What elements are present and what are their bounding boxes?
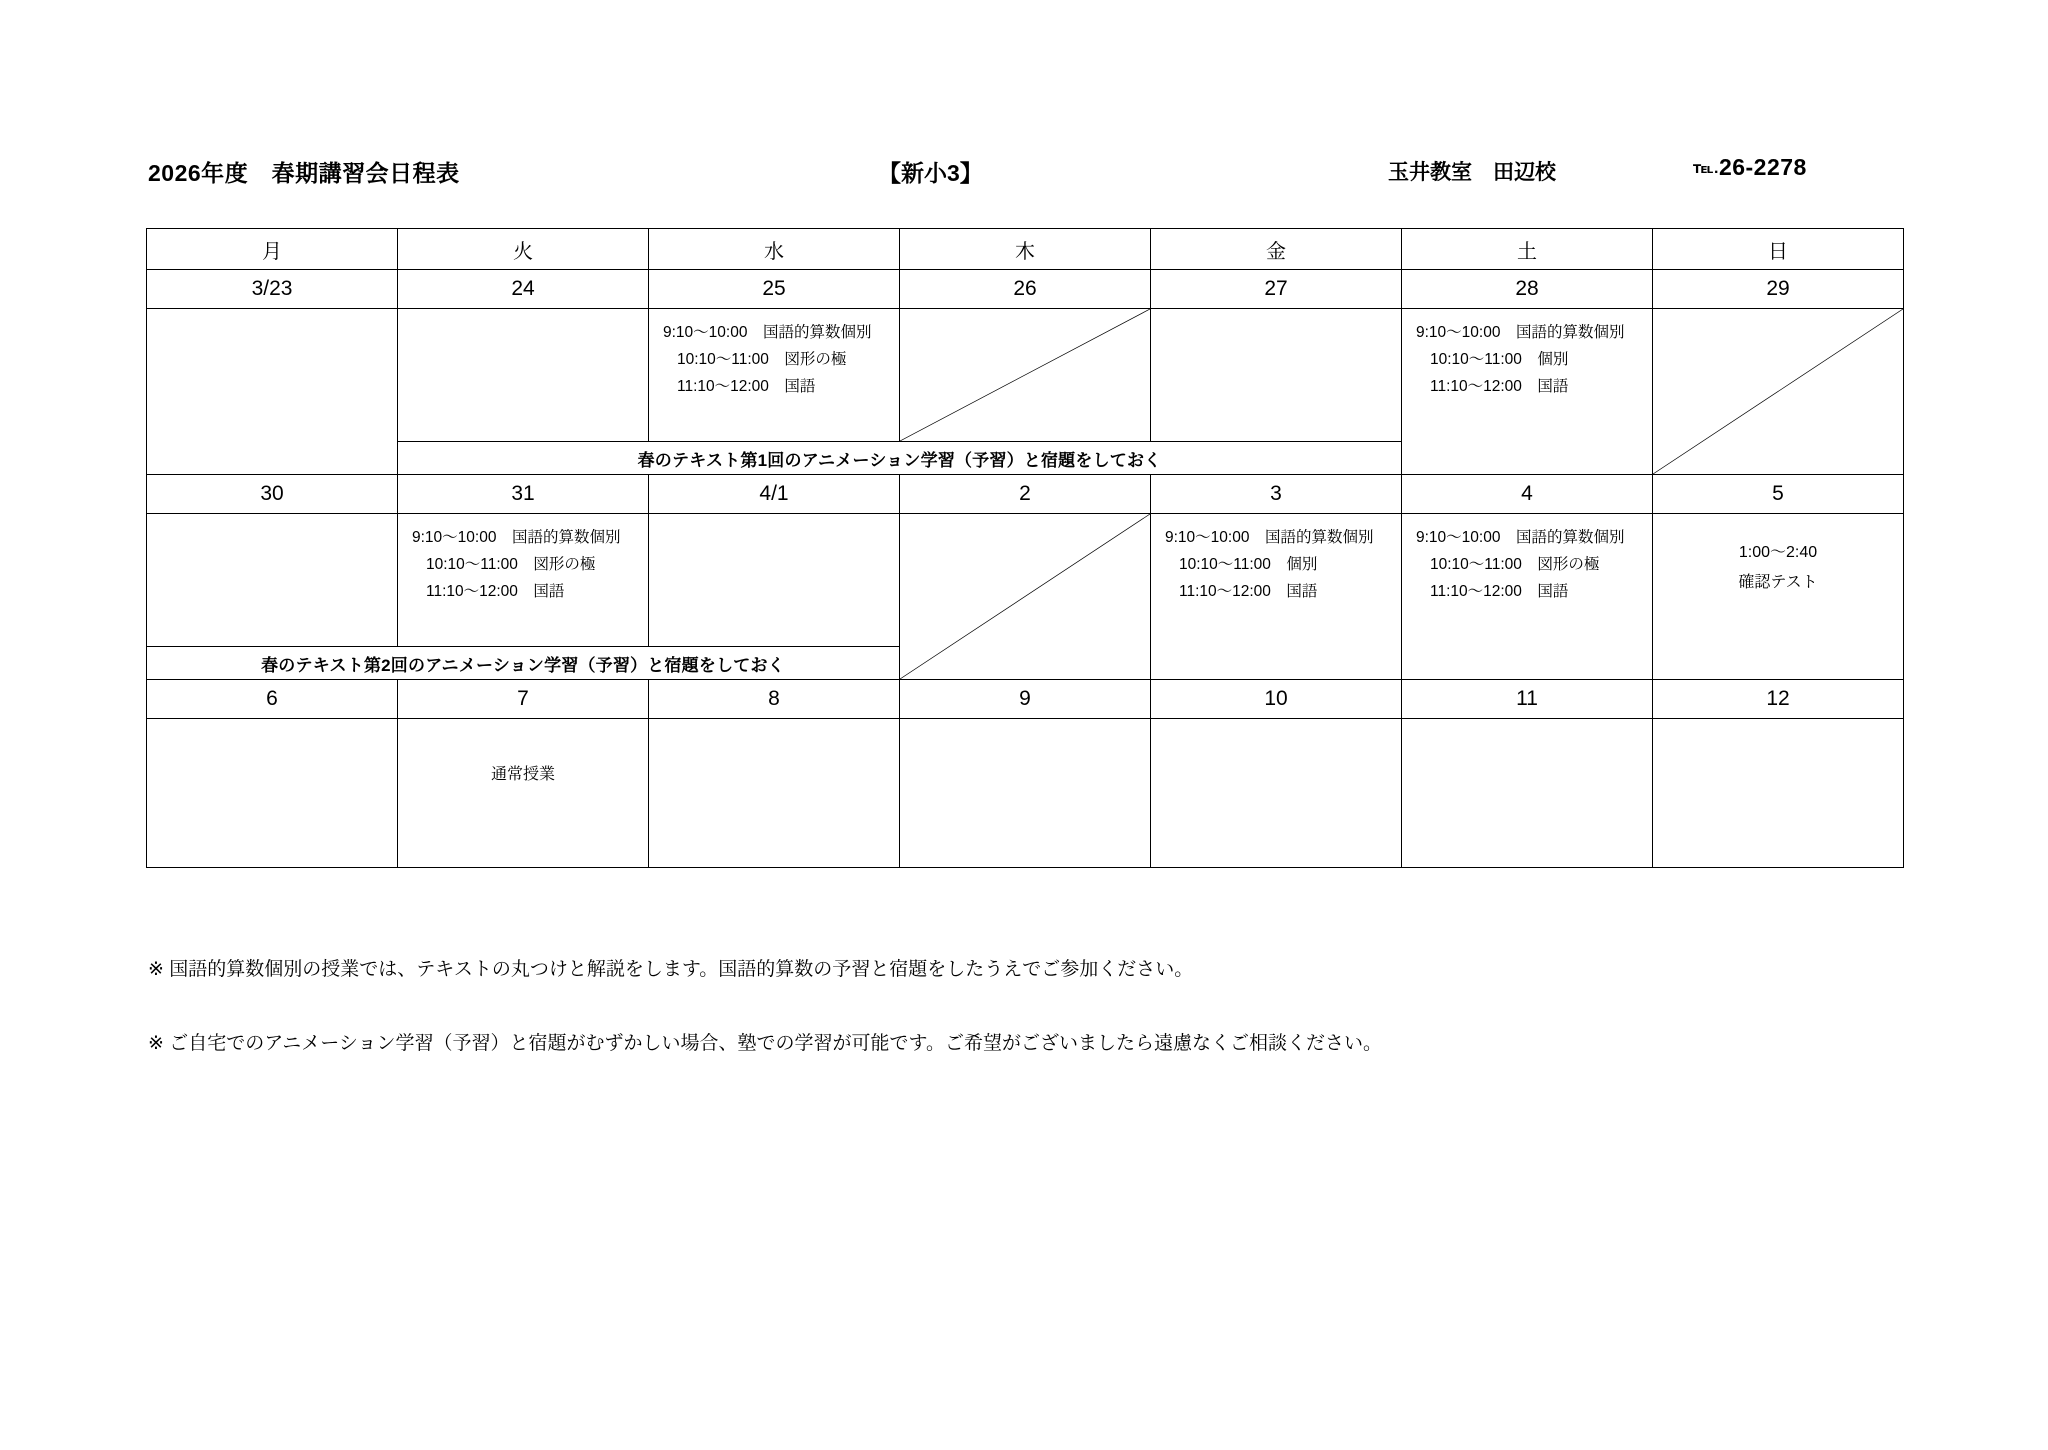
lesson-line: 10:10～11:00 図形の極 xyxy=(677,351,847,369)
table-row-content-week3 xyxy=(147,719,1904,868)
schedule-cell-wed-25 xyxy=(649,309,900,442)
schedule-cell-fri-10 xyxy=(1151,719,1402,868)
weekday-header: 水 xyxy=(649,229,900,270)
date-cell: 24 xyxy=(398,270,649,309)
lesson-line: 11:10～12:00 国語 xyxy=(677,378,816,396)
table-row-dates-week2 xyxy=(147,475,1904,514)
lesson-line: 10:10～11:00 個別 xyxy=(1430,351,1569,369)
lesson-line: 9:10～10:00 国語的算数個別 xyxy=(663,324,872,341)
weekday-header: 土 xyxy=(1402,229,1653,270)
table-row-weekdays xyxy=(147,229,1904,270)
date-cell: 25 xyxy=(649,270,900,309)
date-cell: 29 xyxy=(1653,270,1904,309)
date-cell: 10 xyxy=(1151,680,1402,719)
weekday-header: 火 xyxy=(398,229,649,270)
lesson-line: 11:10～12:00 国語 xyxy=(1179,583,1318,601)
schedule-cell-sat-11 xyxy=(1402,719,1653,868)
schedule-cell-thu-26 xyxy=(900,309,1151,442)
table-row-content-week1 xyxy=(147,309,1904,442)
branch-name: 玉井教室 田辺校 xyxy=(1388,161,1556,184)
lesson-line: 10:10～11:00 個別 xyxy=(1179,556,1318,574)
weekday-header: 月 xyxy=(147,229,398,270)
date-cell: 26 xyxy=(900,270,1151,309)
schedule-cell-fri-03 xyxy=(1151,514,1402,680)
weekday-header: 木 xyxy=(900,229,1151,270)
homework-band: 春のテキスト第1回のアニメーション学習（予習）と宿題をしておく xyxy=(398,442,1402,475)
no-class-slash-icon xyxy=(1653,309,1903,474)
lesson-list xyxy=(398,514,648,605)
date-cell: 2 xyxy=(900,475,1151,514)
footnote-item: ※ ご自宅でのアニメーション学習（予習）と宿題がむずかしい場合、塾での学習が可能です。ご希望がございましたら遠慮なくご相談ください。 xyxy=(148,1033,1382,1055)
schedule-cell-mon-06 xyxy=(147,719,398,868)
telephone-digits: 26-2278 xyxy=(1718,154,1807,180)
table-row-dates-week3 xyxy=(147,680,1904,719)
lesson-list xyxy=(1151,514,1401,605)
lesson-list xyxy=(649,309,899,400)
lesson-line: 9:10～10:00 国語的算数個別 xyxy=(1416,324,1625,341)
lesson-line: 10:10～11:00 図形の極 xyxy=(1430,556,1600,574)
date-cell: 4/1 xyxy=(649,475,900,514)
table-row-dates-week1 xyxy=(147,270,1904,309)
schedule-cell-mon-0323 xyxy=(147,309,398,475)
lesson-line: 11:10～12:00 国語 xyxy=(1430,583,1569,601)
schedule-cell-sat-04 xyxy=(1402,514,1653,680)
lesson-line: 9:10～10:00 国語的算数個別 xyxy=(412,529,621,546)
schedule-cell-mon-30 xyxy=(147,514,398,647)
date-cell: 28 xyxy=(1402,270,1653,309)
schedule-cell-wed-08 xyxy=(649,719,900,868)
date-cell: 11 xyxy=(1402,680,1653,719)
date-cell: 12 xyxy=(1653,680,1904,719)
date-cell: 9 xyxy=(900,680,1151,719)
weekday-header: 日 xyxy=(1653,229,1904,270)
schedule-cell-sun-29 xyxy=(1653,309,1904,475)
schedule-cell-sat-28 xyxy=(1402,309,1653,475)
date-cell: 5 xyxy=(1653,475,1904,514)
schedule-cell-tue-07 xyxy=(398,719,649,868)
no-class-slash-icon xyxy=(900,309,1150,441)
schedule-cell-sun-05 xyxy=(1653,514,1904,680)
homework-band: 春のテキスト第2回のアニメーション学習（予習）と宿題をしておく xyxy=(147,647,900,680)
footnotes xyxy=(148,955,1848,1104)
date-cell: 3 xyxy=(1151,475,1402,514)
lesson-line: 11:10～12:00 国語 xyxy=(426,583,565,601)
date-cell: 31 xyxy=(398,475,649,514)
test-time: 1:00～2:40 xyxy=(1738,544,1818,561)
test-name: 確認テスト xyxy=(1738,574,1818,592)
grade-label: 【新小3】 xyxy=(878,160,983,186)
date-cell: 27 xyxy=(1151,270,1402,309)
schedule-cell-wed-0401 xyxy=(649,514,900,647)
page-title: 2026年度 春期講習会日程表 xyxy=(148,160,460,186)
telephone-number xyxy=(1693,154,1807,181)
date-cell: 7 xyxy=(398,680,649,719)
lesson-list xyxy=(1402,514,1652,605)
schedule-table xyxy=(146,228,1904,868)
schedule-cell-fri-27 xyxy=(1151,309,1402,442)
document-header xyxy=(148,155,1908,189)
telephone-icon: ℡. xyxy=(1693,160,1719,177)
schedule-cell-tue-24 xyxy=(398,309,649,442)
lesson-list xyxy=(1402,309,1652,400)
lesson-line: 9:10～10:00 国語的算数個別 xyxy=(1165,529,1374,546)
schedule-cell-thu-09 xyxy=(900,719,1151,868)
schedule-cell-tue-31 xyxy=(398,514,649,647)
weekday-header: 金 xyxy=(1151,229,1402,270)
lesson-line: 9:10～10:00 国語的算数個別 xyxy=(1416,529,1625,546)
schedule-cell-sun-12 xyxy=(1653,719,1904,868)
regular-class-label: 通常授業 xyxy=(490,766,555,783)
date-cell: 6 xyxy=(147,680,398,719)
date-cell: 3/23 xyxy=(147,270,398,309)
lesson-line: 11:10～12:00 国語 xyxy=(1430,378,1569,396)
schedule-cell-thu-02 xyxy=(900,514,1151,680)
date-cell: 8 xyxy=(649,680,900,719)
date-cell: 4 xyxy=(1402,475,1653,514)
schedule-table-wrapper xyxy=(146,228,1903,868)
test-info xyxy=(1653,514,1903,599)
footnote-item: ※ 国語的算数個別の授業では、テキストの丸つけと解説をします。国語的算数の予習と宿題をしたうえでご参加ください。 xyxy=(148,959,1194,980)
lesson-line: 10:10～11:00 図形の極 xyxy=(426,556,596,574)
table-row-content-week2 xyxy=(147,514,1904,647)
no-class-slash-icon xyxy=(900,514,1150,679)
date-cell: 30 xyxy=(147,475,398,514)
